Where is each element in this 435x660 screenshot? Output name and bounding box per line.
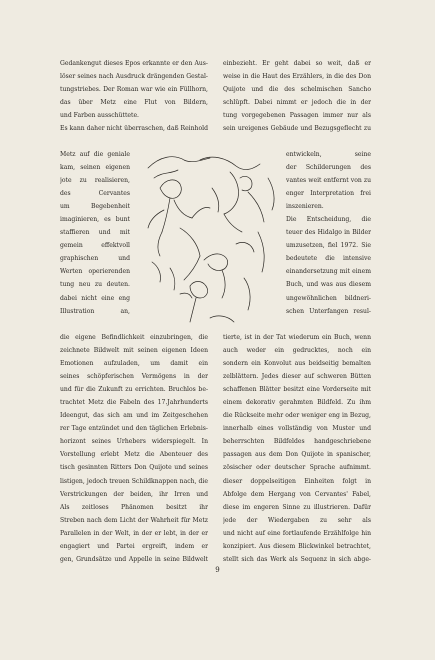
- right-column-beside-illustration: [286, 148, 371, 318]
- text-line: Verstrickungen der beiden, ihr Irren und: [60, 490, 208, 498]
- text-line: das über Metz eine Flut von Bildern,: [60, 99, 208, 107]
- text-line: jede der Wiedergaben zu sehr als: [223, 516, 371, 524]
- text-line: tisch gesinnten Ritters Don Quijote und seines: [60, 464, 208, 472]
- left-column-bottom: [60, 331, 208, 566]
- text-line: löser seines nach Ausdruck drängenden Gestal-: [60, 73, 208, 81]
- text-line: schlüpft. Dabei nimmt er jedoch die in der: [223, 99, 371, 107]
- left-column-top: [60, 57, 208, 135]
- text-line: Quijote und die des schelmischen Sancho: [223, 86, 371, 94]
- text-line: der Schilderungen des: [286, 164, 371, 172]
- text-line: entwickeln, seine: [286, 151, 371, 158]
- text-line: weise in die Haut des Erzählers, in die des Don: [223, 73, 371, 81]
- text-line: Werten operierenden: [60, 268, 130, 276]
- text-line: einandersetzung mit einem: [286, 268, 371, 276]
- text-line: staffieren und mit: [60, 229, 130, 237]
- text-line: inszenieren.: [286, 203, 324, 211]
- text-line: beherrschten Bildfeldes handgeschriebene: [223, 438, 371, 446]
- text-line: des Cervantes: [60, 190, 130, 198]
- text-line: jote zu realisieren,: [60, 177, 130, 185]
- text-line: gemein effektvoll: [60, 242, 130, 250]
- text-line: die eigene Befindlichkeit einzubringen, die: [60, 334, 208, 341]
- text-line: innerhalb eines vollständig von Muster und: [223, 425, 371, 433]
- right-column-top: [223, 57, 371, 135]
- text-line: und Farben ausschüttete.: [60, 112, 139, 120]
- text-line: engagiert und Partei ergreift, indem er: [60, 542, 208, 550]
- text-line: seines schöpferischen Vermögens in der: [60, 373, 208, 381]
- text-line: Streben nach dem Licht der Wahrheit für Metz: [60, 516, 208, 524]
- text-line: bedeutete die intensive: [286, 255, 371, 263]
- text-line: stellt sich das Werk als Sequenz in sich abge-: [223, 555, 371, 563]
- text-line: zelblättern. Jedes dieser auf schweren Bütten: [223, 373, 371, 381]
- text-line: zeichnete Bildwelt mit seinen eigenen Ideen: [60, 347, 208, 355]
- text-line: zösischer oder deutscher Sprache aufnimmt.: [223, 464, 371, 472]
- text-line: umzusetzen, fiel 1972. Sie: [286, 242, 371, 250]
- text-line: Emotionen aufzuladen, um damit ein: [60, 360, 208, 368]
- text-line: Abfolge dem Hergang von Cervantes' Fabel,: [223, 490, 371, 498]
- text-line: tierte, ist in der Tat wiederum ein Buch, wenn: [223, 334, 371, 341]
- text-line: konzipiert. Aus diesem Blickwinkel betrachtet,: [223, 542, 371, 550]
- text-line: Metz auf die geniale: [60, 151, 130, 158]
- text-line: tung vorgegebenen Passagen immer nur als: [223, 112, 371, 120]
- text-line: vantes weit entfernt von zu: [286, 177, 371, 185]
- text-line: rer Tage entzündet und den täglichen Erlebnis-: [60, 425, 208, 433]
- text-line: Ideengut, das sich am und im Zeitgeschehen: [60, 412, 208, 420]
- text-line: und für die Zukunft zu errichten. Bruchlos be-: [60, 386, 208, 394]
- right-column-bottom: [223, 331, 371, 566]
- text-line: auch weder ein gedrucktes, noch ein: [223, 347, 371, 355]
- text-line: ungewöhnlichen bildneri-: [286, 294, 371, 302]
- text-line: trachtet Metz die Fabeln des 17.Jahrhunderts: [60, 399, 208, 407]
- text-line: Als zeitloses Phänomen besitzt ihr: [60, 503, 208, 511]
- text-line: sondern ein Konvolut aus beidseitig bemalten: [223, 360, 371, 368]
- text-line: dabei nicht eine eng: [60, 294, 130, 302]
- left-column-beside-illustration: [60, 148, 130, 318]
- text-line: tungstriebes. Der Roman war wie ein Füllhorn,: [60, 86, 208, 94]
- page-number: 9: [215, 566, 220, 574]
- text-line: um Begebenheit: [60, 203, 130, 211]
- text-line: imaginieren, es bunt: [60, 216, 130, 224]
- text-line: Gedankengut dieses Epos erkannte er den Aus-: [60, 60, 208, 67]
- text-line: und nicht auf eine fortlaufende Erzählfolge hin: [223, 529, 371, 537]
- text-line: horizont seines Urhebers widerspiegelt. In: [60, 438, 208, 446]
- text-line: gen, Grundsätze und Appelle in seine Bildwelt: [60, 555, 208, 563]
- text-line: die Rückseite mehr oder weniger eng in Bezug,: [223, 412, 371, 420]
- text-line: einbezieht. Er geht dabei so weit, daß er: [223, 60, 371, 67]
- text-line: Buch, und was aus diesem: [286, 281, 371, 289]
- text-line: passagen aus dem Don Quijote in spanischer,: [223, 451, 371, 459]
- text-line: schaffenen Blätter besitzt eine Vorderseite mit: [223, 386, 371, 394]
- text-line: Vorstellung erlebt Metz die Abenteuer des: [60, 451, 208, 459]
- text-line: schen Unterfangen resul-: [286, 307, 371, 315]
- text-line: graphischen und: [60, 255, 130, 263]
- text-line: sein ureigenes Gebäude und Bezugsgeflecht zu: [223, 125, 371, 133]
- text-line: teuer des Hidalgo in Bilder: [286, 229, 371, 237]
- text-line: Illustration an,: [60, 307, 130, 315]
- text-line: Die Entscheidung, die: [286, 216, 371, 224]
- text-line: enger Interpretation frei: [286, 190, 371, 198]
- text-line: listigen, jedoch treuen Schildknappen nach, die: [60, 477, 208, 485]
- text-line: kam, seinen eigenen: [60, 164, 130, 172]
- text-line: Parallelen in der Welt, in der er lebt, in der er: [60, 529, 208, 537]
- text-line: tung neu zu deuten.: [60, 281, 130, 289]
- text-line: Es kann daher nicht überraschen, daß Reinhold: [60, 125, 208, 133]
- text-line: dieser doppelseitigen Einheiten folgt in: [223, 477, 371, 485]
- text-line: einem dekorativ gerahmten Bildfeld. Zu ihm: [223, 399, 371, 407]
- ink-sketch-illustration: [140, 148, 282, 336]
- text-line: diese im engeren Sinne zu illustrieren. Dafür: [223, 503, 371, 511]
